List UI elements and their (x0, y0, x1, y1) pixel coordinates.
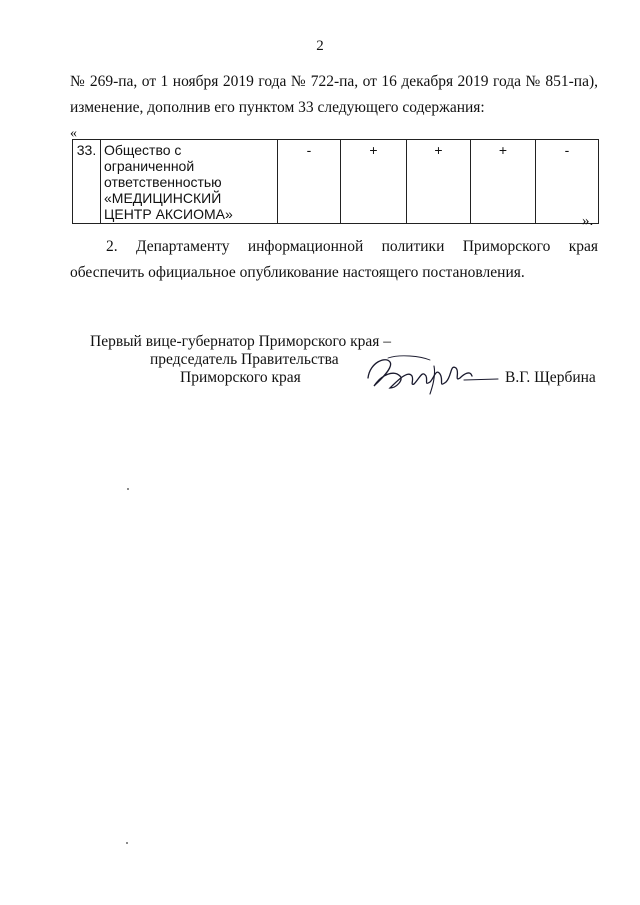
signer-name: В.Г. Щербина (505, 369, 596, 386)
mark-cell-5: - (536, 140, 599, 224)
signer-title-line-1: Первый вице-губернатор Приморского края – (90, 333, 392, 350)
row-number: 33. (73, 140, 101, 224)
table-row (73, 140, 599, 224)
organization-name-line: ответственностью (104, 174, 222, 190)
mark-cell-1: - (278, 140, 341, 224)
page-number: 2 (316, 38, 324, 54)
mark-cell-3: + (407, 140, 471, 224)
opening-quote: « (70, 126, 77, 141)
organization-name-line: «МЕДИЦИНСКИЙ (104, 190, 222, 206)
body-line-2: изменение, дополнив его пунктом 33 следующего содержания: (70, 99, 485, 116)
item-2-line-2: обеспечить официальное опубликование настоящего постановления. (70, 264, 525, 281)
signer-title-line-3: Приморского края (180, 369, 301, 386)
mark-cell-2: + (341, 140, 407, 224)
organization-name-line: ЦЕНТР АКСИОМА» (104, 206, 233, 222)
item-2-line-1: 2. Департаменту информационной политики Приморского края (106, 238, 598, 255)
closing-quote: ». (582, 213, 594, 229)
entries-table (72, 139, 599, 224)
scan-speck (127, 488, 129, 490)
body-line-1: № 269-па, от 1 ноября 2019 года № 722-па, от 16 декабря 2019 года № 851-па), (70, 73, 598, 90)
signer-title-line-2: председатель Правительства (150, 351, 339, 368)
scan-speck (126, 842, 128, 844)
mark-cell-4: + (471, 140, 536, 224)
organization-name-line: Общество с ограниченной (104, 142, 195, 174)
handwritten-signature (360, 348, 500, 398)
organization-name (101, 140, 278, 224)
